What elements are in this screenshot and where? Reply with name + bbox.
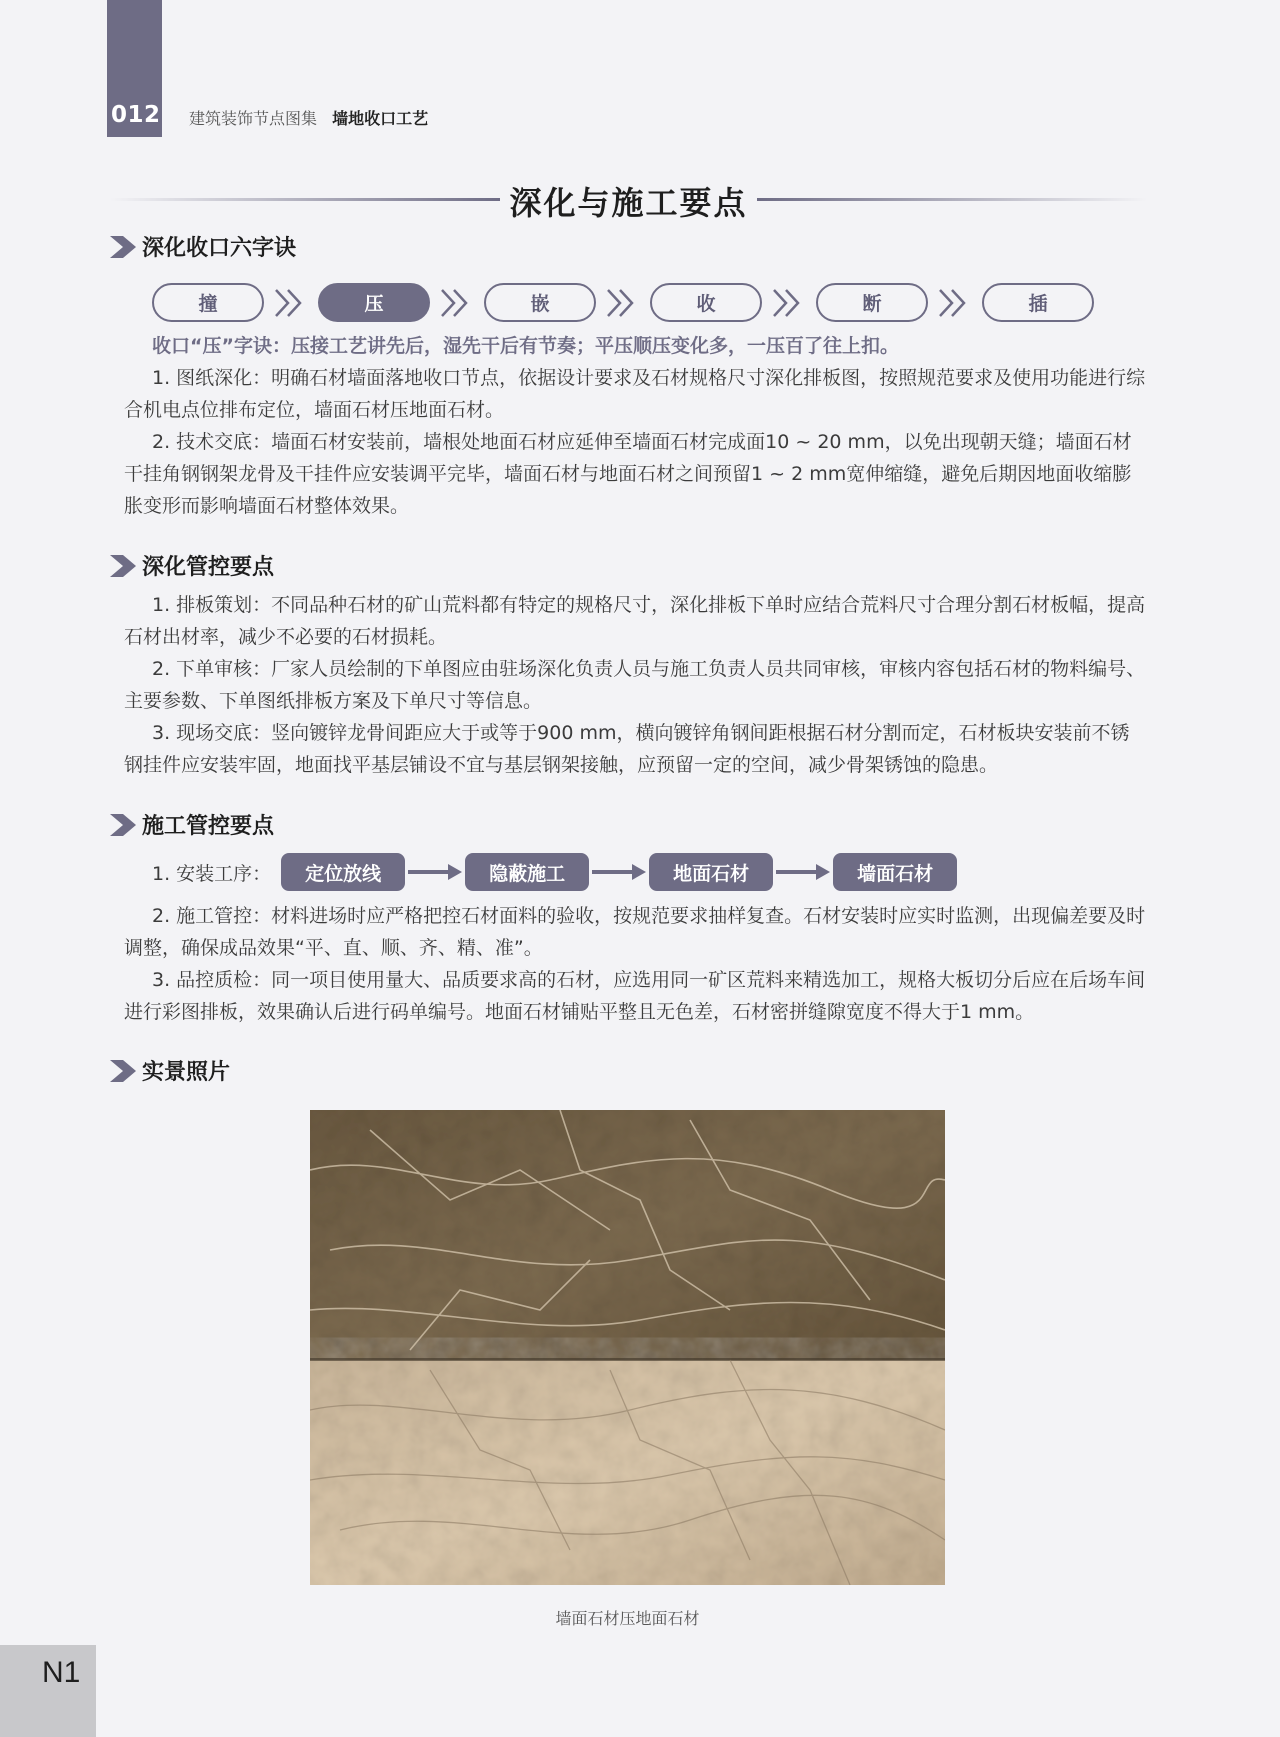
section-heading-design-control: 深化管控要点 [110,550,274,581]
arrow-right-icon [774,862,832,882]
paragraph: 2. 技术交底：墙面石材安装前，墙根处地面石材应延伸至墙面石材完成面10 ~ 20 mm，以免出现朝天缝；墙面石材干挂角钢钢架龙骨及干挂件应安装调平完毕，墙面石材与地面石材之间预留1 ~ 2 mm宽伸缩缝，避免后期因地面收缩膨胀变形而影响墙面石材整体效果。 [124,431,1132,517]
double-chevron-icon [596,287,650,319]
corner-label: N1 [42,1656,81,1689]
double-chevron-icon [762,287,816,319]
chevron-right-icon [110,236,136,258]
double-chevron-icon [928,287,982,319]
paragraph: 2. 施工管控：材料进场时应严格把控石材面料的验收，按规范要求抽样复查。石材安装时应实时监测，出现偏差要及时调整，确保成品效果“平、直、顺、齐、精、准”。 [124,905,1146,959]
double-chevron-icon [264,287,318,319]
paragraph: 3. 现场交底：竖向镀锌龙骨间距应大于或等于900 mm，横向镀锌角钢间距根据石材分割而定，石材板块安装前不锈钢挂件应安装牢固，地面找平基层铺设不宜与基层钢架接触，应预留一定的空间，减少骨架锈蚀的隐患。 [124,722,1130,776]
pill-cha[interactable]: 插 [982,283,1094,322]
six-word-pills [152,283,1094,322]
flow-step: 定位放线 [281,853,405,891]
installation-flow [152,853,957,891]
marble-photo-image [310,1110,945,1585]
pill-shou[interactable]: 收 [650,283,762,322]
section-heading-construction-control: 施工管控要点 [110,809,274,840]
pill-ya[interactable]: 压 [318,283,430,322]
chevron-right-icon [110,555,136,577]
page-title: 深化与施工要点 [509,184,748,222]
section-heading-six-words: 深化收口六字诀 [110,231,296,262]
arrow-right-icon [406,862,464,882]
book-title: 建筑装饰节点图集 [189,109,318,128]
marble-photo [310,1110,945,1585]
paragraph: 2. 下单审核：厂家人员绘制的下单图应由驻场深化负责人员与施工负责人员共同审核，审核内容包括石材的物料编号、主要参数、下单图纸排板方案及下单尺寸等信息。 [124,658,1146,712]
title-rule-right [757,198,1147,201]
title-rule-left [110,198,500,201]
photo-caption: 墙面石材压地面石材 [555,1609,700,1628]
section-heading-photo: 实景照片 [110,1055,230,1086]
chevron-right-icon [110,1060,136,1082]
pill-qian[interactable]: 嵌 [484,283,596,322]
double-chevron-icon [430,287,484,319]
flow-step: 墙面石材 [833,853,957,891]
pill-duan[interactable]: 断 [816,283,928,322]
chapter-title: 墙地收口工艺 [332,109,429,128]
arrow-right-icon [590,862,648,882]
flow-step: 隐蔽施工 [465,853,589,891]
paragraph: 1. 排板策划：不同品种石材的矿山荒料都有特定的规格尺寸，深化排板下单时应结合荒料尺寸合理分割石材板幅，提高石材出材率，减少不必要的石材损耗。 [124,594,1146,648]
flow-label: 1. 安装工序： [152,862,272,885]
running-header [189,106,428,129]
chevron-right-icon [110,814,136,836]
flow-step: 地面石材 [649,853,773,891]
ya-motto: 收口“压”字诀：压接工艺讲先后，湿先干后有节奏；平压顺压变化多，一压百了往上扣。 [152,335,899,357]
paragraph: 1. 图纸深化：明确石材墙面落地收口节点，依据设计要求及石材规格尺寸深化排板图，按照规范要求及使用功能进行综合机电点位排布定位，墙面石材压地面石材。 [124,367,1146,421]
paragraph: 3. 品控质检：同一项目使用量大、品质要求高的石材，应选用同一矿区荒料来精选加工，规格大板切分后应在后场车间进行彩图排板，效果确认后进行码单编号。地面石材铺贴平整且无色差，石材密拼缝隙宽度不得大于1 mm。 [124,969,1146,1023]
page-number: 012 [111,102,161,128]
pill-zhuang[interactable]: 撞 [152,283,264,322]
